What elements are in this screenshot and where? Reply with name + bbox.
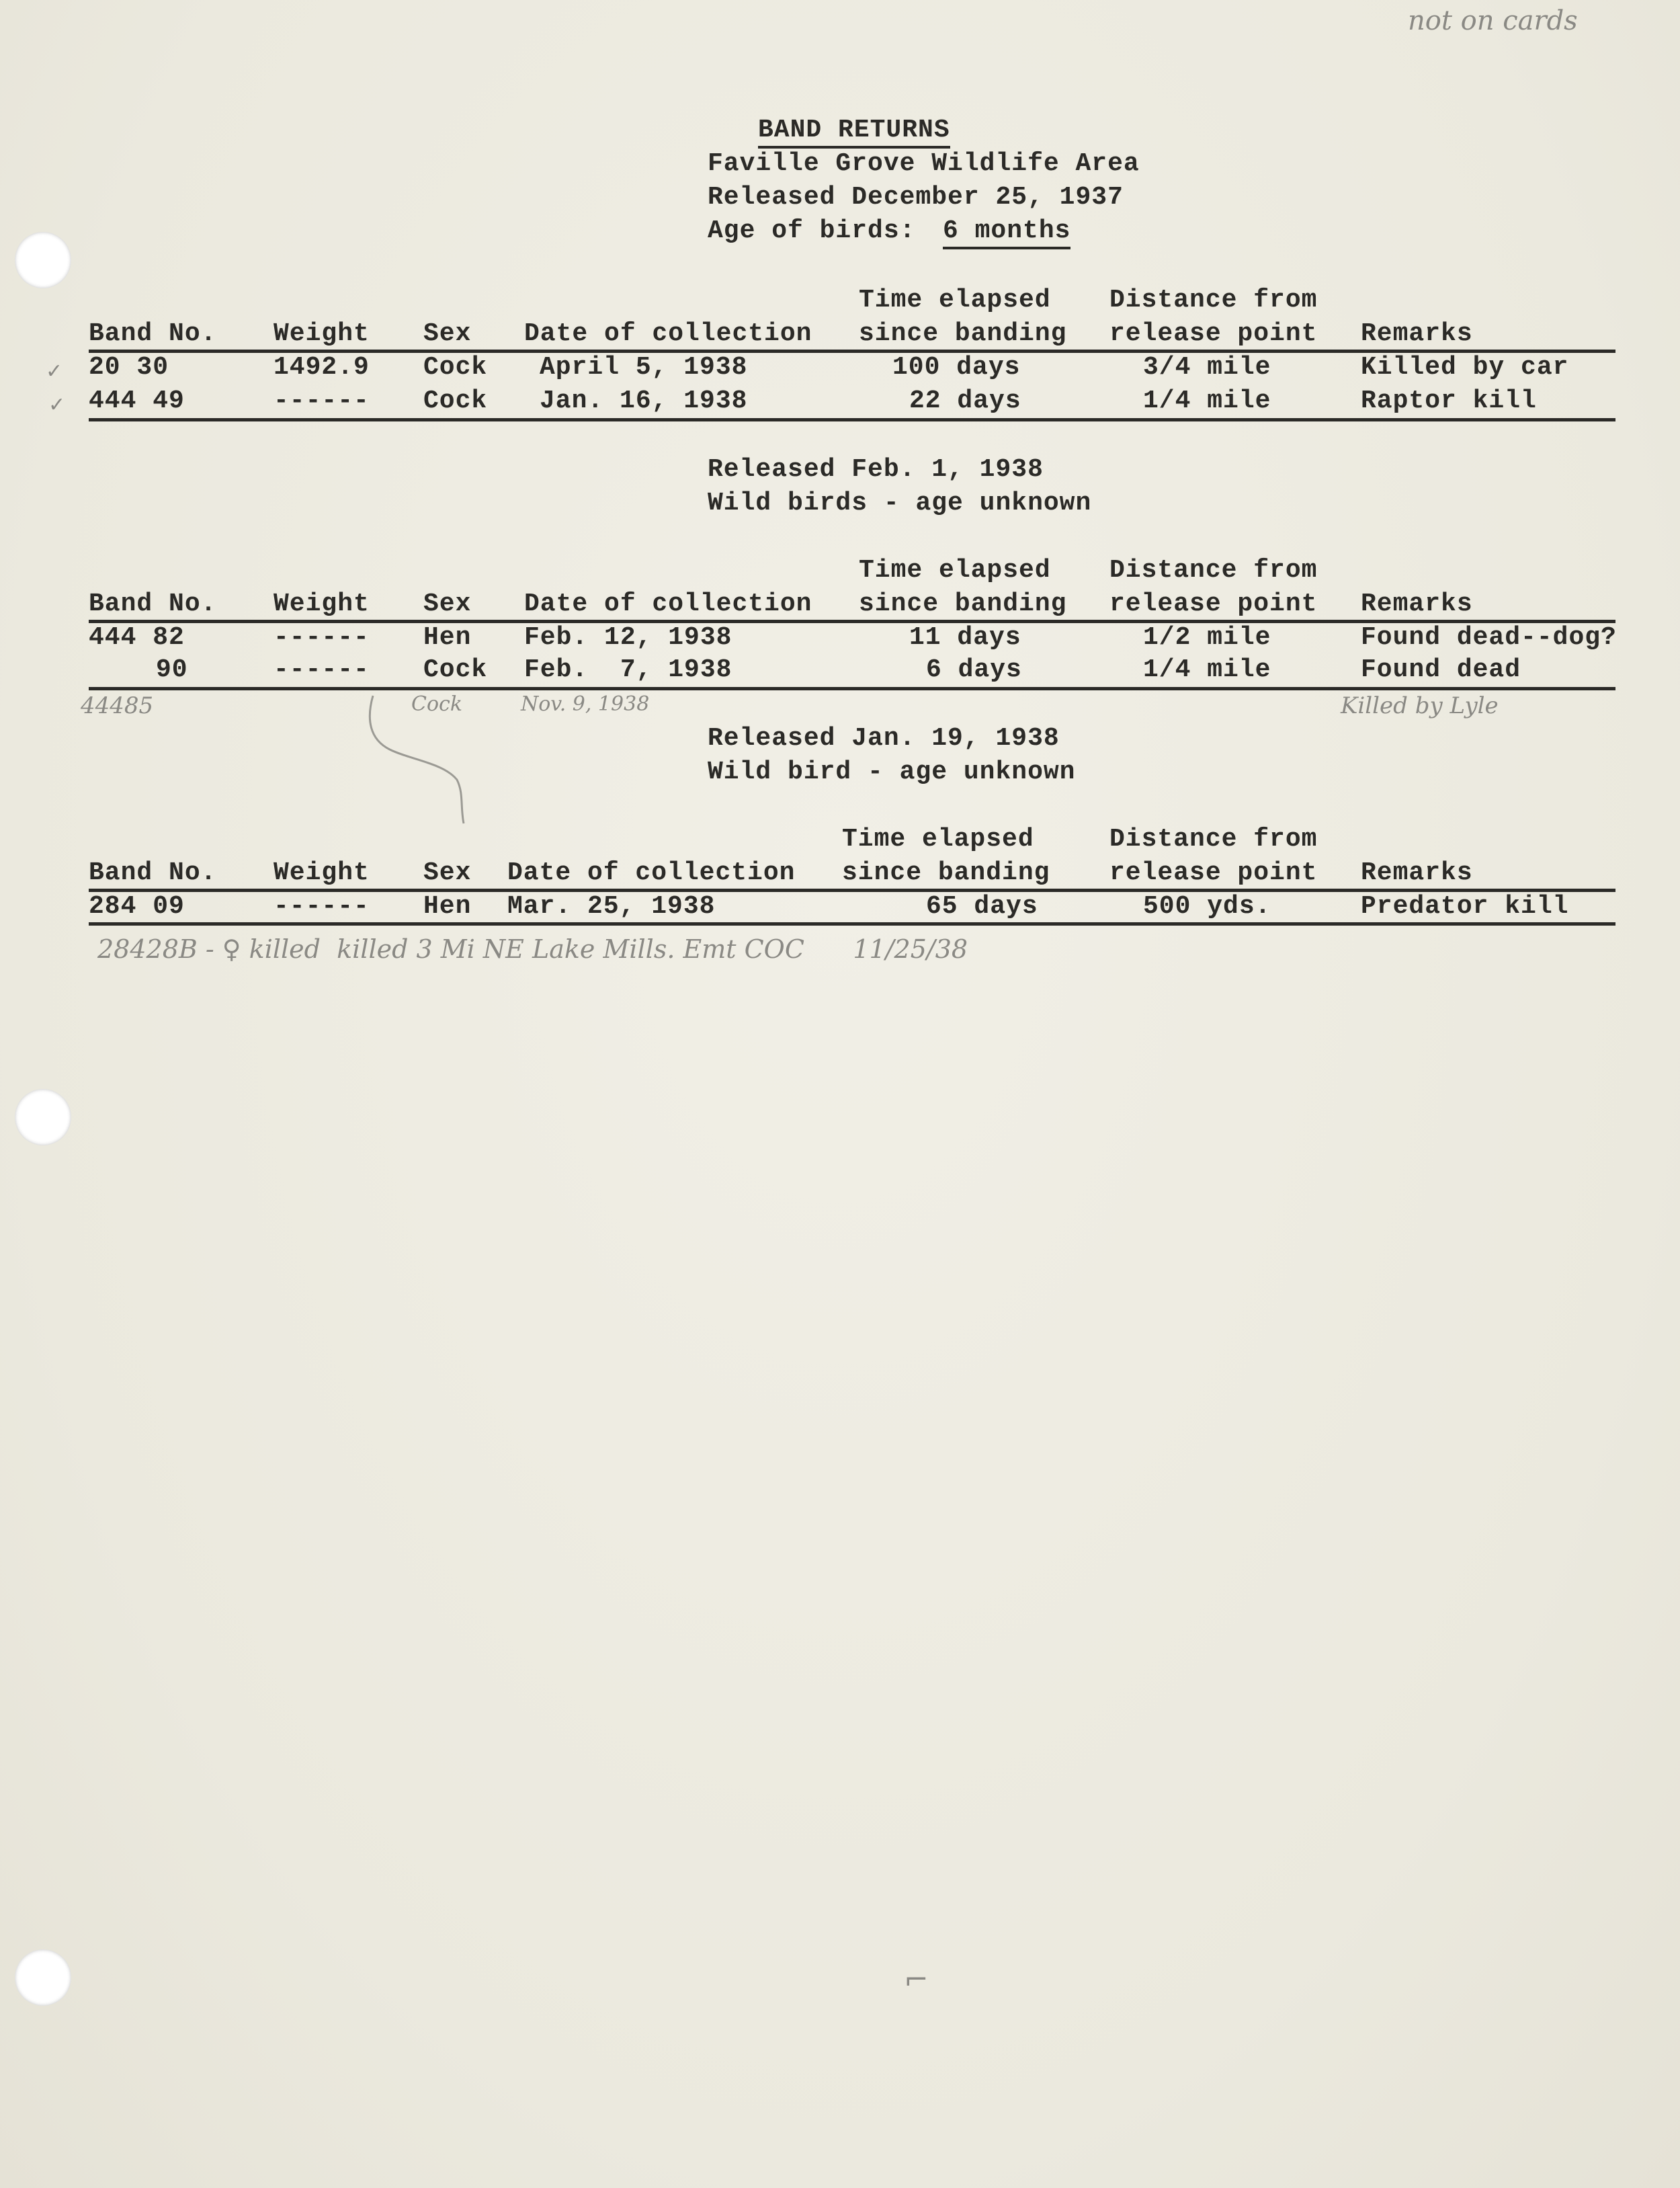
distance: 1/2 mile: [1143, 623, 1271, 652]
sex: Hen: [423, 623, 472, 652]
col-dist-top: Distance from: [1109, 556, 1318, 585]
band-number: 444 82: [89, 623, 185, 652]
time-elapsed: 22 days: [909, 387, 1021, 415]
weight: ------: [274, 892, 370, 921]
release-date: Released Jan. 19, 1938: [708, 724, 1060, 753]
col-sex: Sex: [423, 590, 472, 618]
col-weight: Weight: [274, 590, 370, 618]
weight: ------: [274, 655, 370, 684]
age-value: 6 months: [943, 216, 1070, 249]
margin-note: not on cards: [1408, 5, 1578, 36]
remarks: Raptor kill: [1361, 387, 1537, 415]
date: Mar. 25, 1938: [507, 892, 716, 921]
handwritten-band: 44485: [81, 692, 154, 719]
col-time-top: Time elapsed: [842, 825, 1034, 854]
col-sex: Sex: [423, 858, 472, 887]
time-elapsed: 100 days: [892, 353, 1021, 382]
col-weight: Weight: [274, 858, 370, 887]
handwritten-note: 28428B - ♀ killed killed 3 Mi NE Lake Mills. Emt COC 11/25/38: [97, 934, 968, 964]
age-label: Age of birds:: [708, 216, 916, 245]
remarks: Found dead--dog?: [1361, 623, 1617, 652]
col-time-bottom: since banding: [859, 590, 1067, 618]
band-number: 284 09: [89, 892, 185, 921]
col-remarks: Remarks: [1361, 319, 1473, 348]
col-dist-bottom: release point: [1109, 319, 1318, 348]
col-date: Date of collection: [524, 319, 812, 348]
weight: 1492.9: [274, 353, 370, 382]
col-time-top: Time elapsed: [859, 556, 1051, 585]
handwritten-date: Nov. 9, 1938: [521, 692, 650, 716]
pencil-scribble: [363, 692, 484, 827]
col-band: Band No.: [89, 590, 217, 618]
bottom-pencil-mark: ⌐: [904, 1963, 929, 1997]
col-date: Date of collection: [507, 858, 796, 887]
col-dist-bottom: release point: [1109, 590, 1318, 618]
date: Feb. 12, 1938: [524, 623, 732, 652]
col-sex: Sex: [423, 319, 472, 348]
date: Feb. 7, 1938: [524, 655, 732, 684]
punch-hole: [15, 1949, 71, 2006]
release-date: Released December 25, 1937: [708, 183, 1124, 212]
sex: Hen: [423, 892, 472, 921]
time-elapsed: 6 days: [926, 655, 1022, 684]
weight: ------: [274, 387, 370, 415]
col-time-bottom: since banding: [859, 319, 1067, 348]
sex: Cock: [423, 655, 488, 684]
punch-hole: [15, 1089, 71, 1145]
col-time-top: Time elapsed: [859, 286, 1051, 315]
remarks: Predator kill: [1361, 892, 1569, 921]
band-number: 90: [156, 655, 188, 684]
col-weight: Weight: [274, 319, 370, 348]
col-time-bottom: since banding: [842, 858, 1050, 887]
distance: 3/4 mile: [1143, 353, 1271, 382]
col-dist-top: Distance from: [1109, 286, 1318, 315]
bird-description: Wild bird - age unknown: [708, 758, 1076, 786]
handwritten-remarks: Killed by Lyle: [1341, 692, 1499, 719]
section-rule: [89, 922, 1615, 926]
sex: Cock: [423, 353, 488, 382]
distance: 1/4 mile: [1143, 387, 1271, 415]
distance: 1/4 mile: [1143, 655, 1271, 684]
date: April 5, 1938: [540, 353, 748, 382]
weight: ------: [274, 623, 370, 652]
col-remarks: Remarks: [1361, 590, 1473, 618]
page-title: BAND RETURNS: [758, 116, 950, 149]
section-rule: [89, 687, 1615, 690]
col-dist-top: Distance from: [1109, 825, 1318, 854]
punch-hole: [15, 232, 71, 288]
sex: Cock: [423, 387, 488, 415]
distance: 500 yds.: [1143, 892, 1271, 921]
band-number: 444 49: [89, 387, 185, 415]
time-elapsed: 65 days: [926, 892, 1038, 921]
check-mark: ✓: [48, 393, 66, 417]
bird-description: Wild birds - age unknown: [708, 489, 1092, 518]
col-dist-bottom: release point: [1109, 858, 1318, 887]
check-mark: ✓: [46, 360, 63, 383]
col-band: Band No.: [89, 319, 217, 348]
remarks: Killed by car: [1361, 353, 1569, 382]
section-rule: [89, 418, 1615, 421]
date: Jan. 16, 1938: [540, 387, 748, 415]
remarks: Found dead: [1361, 655, 1521, 684]
time-elapsed: 11 days: [909, 623, 1021, 652]
release-date: Released Feb. 1, 1938: [708, 455, 1044, 484]
col-remarks: Remarks: [1361, 858, 1473, 887]
band-number: 20 30: [89, 353, 169, 382]
col-date: Date of collection: [524, 590, 812, 618]
handwritten-sex: Cock: [411, 692, 462, 716]
col-band: Band No.: [89, 858, 217, 887]
area-name: Faville Grove Wildlife Area: [708, 149, 1140, 178]
